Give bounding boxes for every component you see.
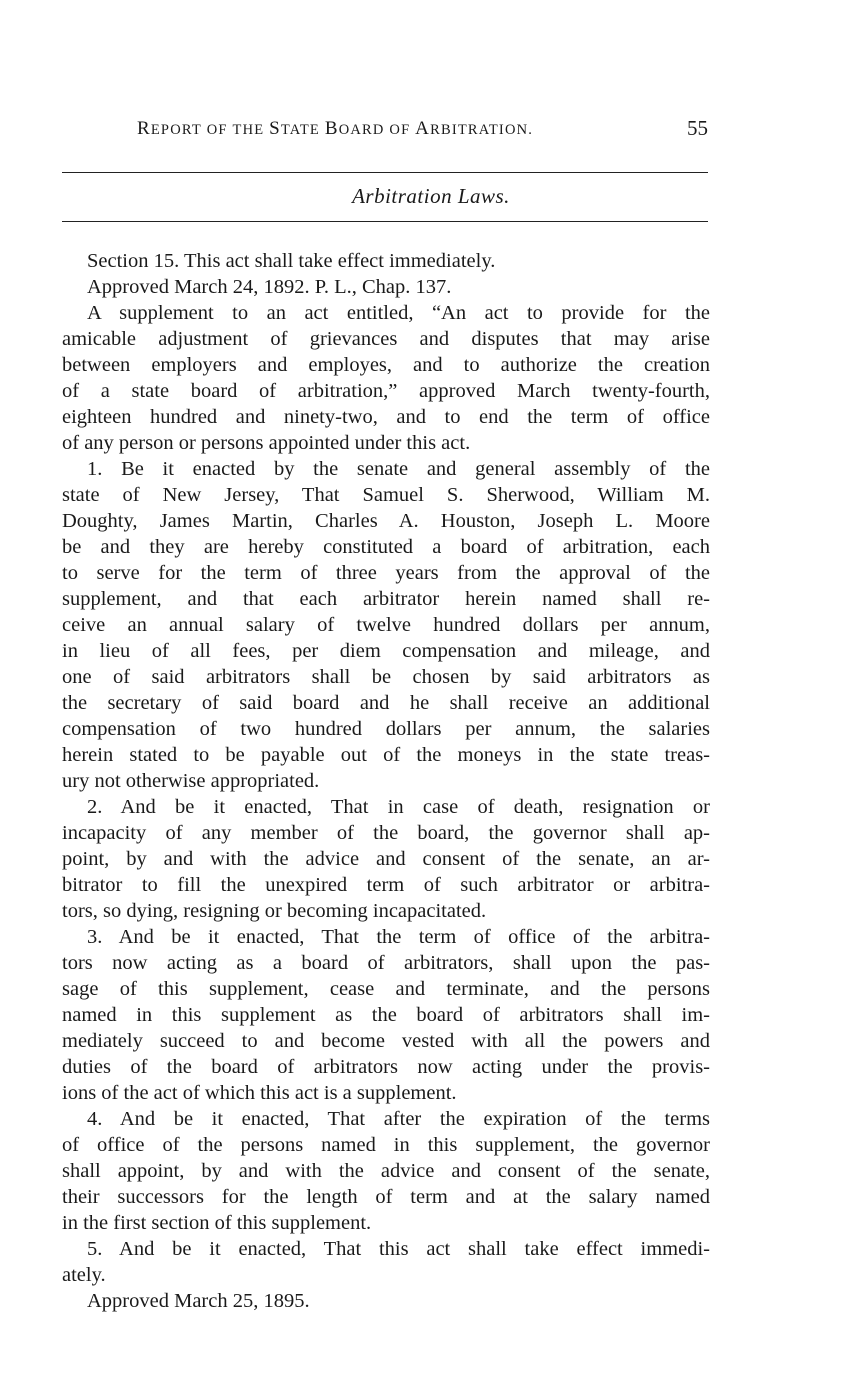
text-line: of a state board of arbitration,” approved March twenty-fourth,	[62, 380, 710, 402]
text-line: 1. Be it enacted by the senate and general assembly of the	[87, 458, 710, 480]
text-line: between employers and employes, and to authorize the creation	[62, 354, 710, 376]
text-line: amicable adjustment of grievances and disputes that may arise	[62, 328, 710, 350]
text-line: Doughty, James Martin, Charles A. Houston, Joseph L. Moore	[62, 510, 710, 532]
text-line: be and they are hereby constituted a board of arbitration, each	[62, 536, 710, 558]
text-line: Section 15. This act shall take effect immediately.	[87, 250, 496, 272]
text-line: named in this supplement as the board of arbitrators shall im-	[62, 1004, 710, 1026]
text-line: tors now acting as a board of arbitrators, shall upon the pas-	[62, 952, 710, 974]
text-line: ately.	[62, 1264, 106, 1286]
running-title-cap: S	[269, 118, 281, 139]
text-line: eighteen hundred and ninety-two, and to end the term of office	[62, 406, 710, 428]
text-line: supplement, and that each arbitrator herein named shall re-	[62, 588, 710, 610]
body-text	[62, 248, 710, 1314]
text-line: ions of the act of which this act is a supplement.	[62, 1082, 457, 1104]
text-line: 2. And be it enacted, That in case of death, resignation or	[87, 796, 710, 818]
text-line: in the first section of this supplement.	[62, 1212, 372, 1234]
text-line: compensation of two hundred dollars per annum, the salaries	[62, 718, 710, 740]
text-line: sage of this supplement, cease and terminate, and the persons	[62, 978, 710, 1000]
text-line: the secretary of said board and he shall receive an additional	[62, 692, 710, 714]
text-line: their successors for the length of term and at the salary named	[62, 1186, 710, 1208]
text-line: ceive an annual salary of twelve hundred dollars per annum,	[62, 614, 710, 636]
running-title-cap: A	[415, 118, 431, 139]
page-number: 55	[687, 116, 708, 140]
text-line: incapacity of any member of the board, the governor shall ap-	[62, 822, 710, 844]
running-title-cap: R	[137, 118, 151, 139]
text-line: Approved March 25, 1895.	[87, 1290, 310, 1312]
text-line: 5. And be it enacted, That this act shall take effect immedi-	[87, 1238, 710, 1260]
running-title	[137, 118, 533, 140]
text-line: A supplement to an act entitled, “An act to provide for the	[87, 302, 710, 324]
text-line: to serve for the term of three years from the approval of the	[62, 562, 710, 584]
running-title-smallcaps: TATE	[280, 122, 325, 138]
text-line: tors, so dying, resigning or becoming incapacitated.	[62, 900, 487, 922]
running-title-cap: B	[324, 118, 339, 139]
text-line: duties of the board of arbitrators now acting under the provis-	[62, 1056, 710, 1078]
text-line: Approved March 24, 1892. P. L., Chap. 137.	[87, 276, 452, 298]
text-line: shall appoint, by and with the advice and consent of the senate,	[62, 1160, 710, 1182]
text-line: in lieu of all fees, per diem compensation and mileage, and	[62, 640, 710, 662]
text-line: state of New Jersey, That Samuel S. Sherwood, William M.	[62, 484, 710, 506]
text-line: mediately succeed to and become vested with all the powers and	[62, 1030, 710, 1052]
header-rule	[62, 172, 708, 173]
text-line: of any person or persons appointed under this act.	[62, 432, 471, 454]
text-line: of office of the persons named in this supplement, the governor	[62, 1134, 710, 1156]
text-line: 3. And be it enacted, That the term of office of the arbitra-	[87, 926, 710, 948]
running-title-smallcaps: RBITRATION.	[430, 122, 534, 138]
running-title-smallcaps: OARD OF	[338, 122, 416, 138]
text-line: bitrator to fill the unexpired term of such arbitrator or arbitra-	[62, 874, 710, 896]
text-line: one of said arbitrators shall be chosen by said arbitrators as	[62, 666, 710, 688]
text-line: ury not otherwise appropriated.	[62, 770, 320, 792]
page-header	[62, 118, 708, 152]
text-line: herein stated to be payable out of the moneys in the state treas-	[62, 744, 710, 766]
running-title-smallcaps: EPORT OF THE	[150, 122, 270, 138]
section-heading: Arbitration Laws.	[352, 184, 510, 208]
text-line: 4. And be it enacted, That after the expiration of the terms	[87, 1108, 710, 1130]
text-line: point, by and with the advice and consent of the senate, an ar-	[62, 848, 710, 870]
heading-rule	[62, 221, 708, 222]
